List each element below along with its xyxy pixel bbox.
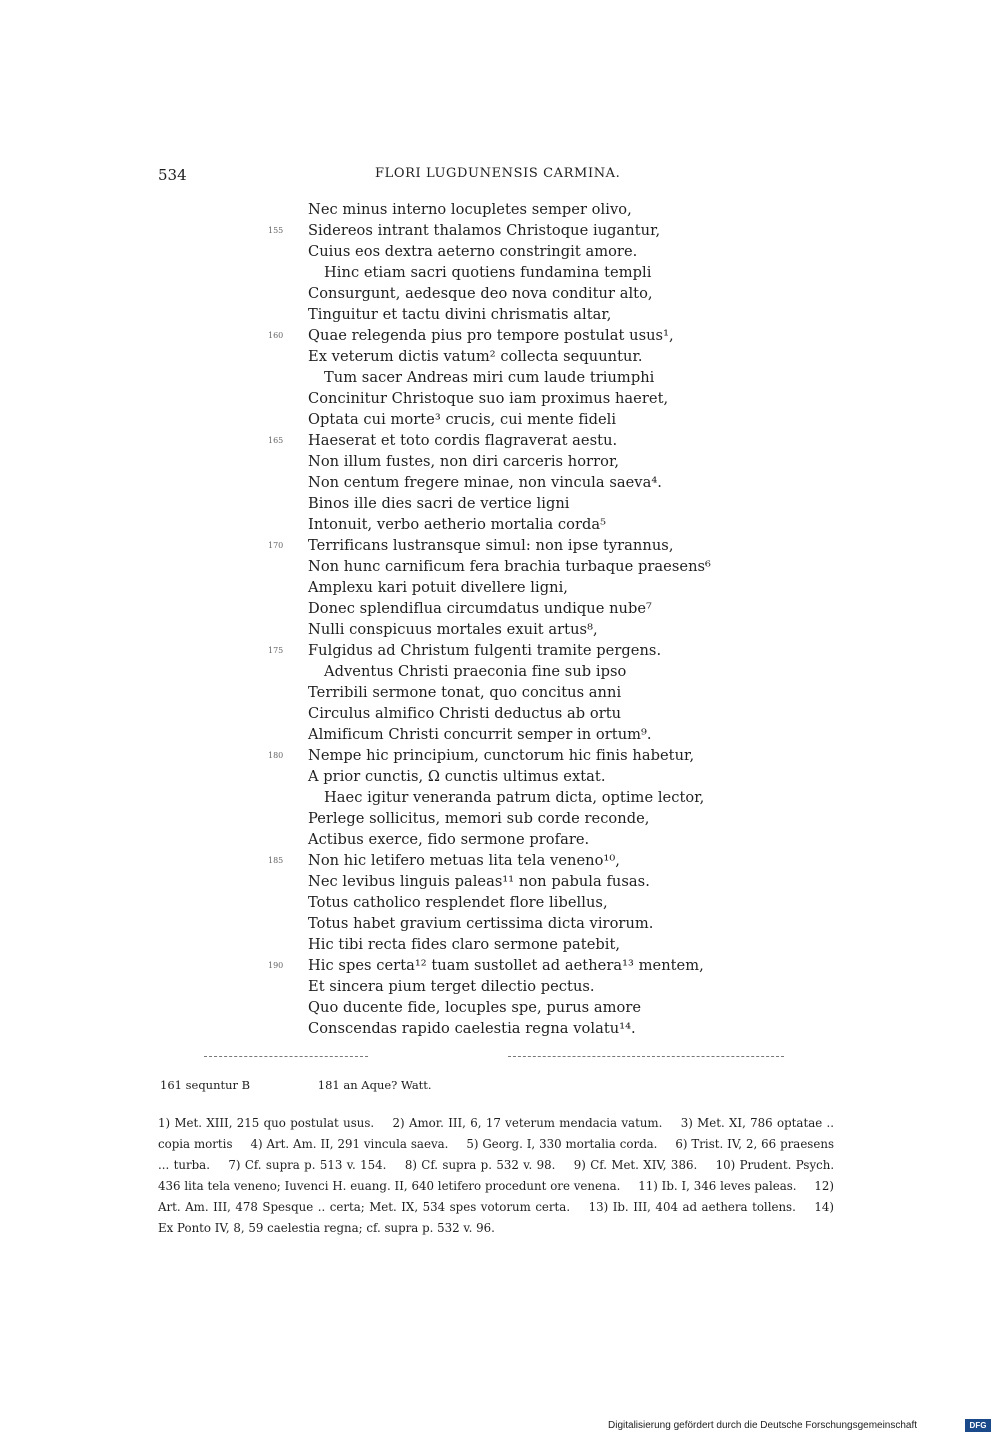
verse-line [0, 305, 1000, 326]
verse-line [0, 410, 1000, 431]
verse-text: Conscendas rapido caelestia regna volatu¹⁴. [308, 1020, 636, 1037]
footnote: 6) Trist. IV, 2, 66 praesens ... turba. [158, 1137, 834, 1172]
footnote: 1) Met. XIII, 215 quo postulat usus. [158, 1116, 375, 1130]
verse-text: Totus habet gravium certissima dicta virorum. [308, 915, 654, 932]
verse-text: Adventus Christi praeconia fine sub ipso [324, 663, 627, 680]
line-number: 155 [268, 226, 284, 235]
verse-text: Quae relegenda pius pro tempore postulat usus¹, [308, 327, 674, 344]
verse-text: Donec splendiflua circumdatus undique nube⁷ [308, 600, 652, 617]
verse-text: Quo ducente fide, locuples spe, purus amore [308, 999, 642, 1016]
verse-text: Non hunc carnificum fera brachia turbaque praesens⁶ [308, 558, 711, 575]
verse-line [0, 263, 1000, 284]
verse-line [0, 956, 1000, 977]
verse-line [0, 725, 1000, 746]
verse-block [0, 200, 1000, 1040]
verse-line [0, 746, 1000, 767]
verse-line [0, 662, 1000, 683]
verse-line [0, 347, 1000, 368]
dfg-credit: Digitalisierung gefördert durch die Deutsche Forschungsgemeinschaft [608, 1420, 918, 1431]
verse-line [0, 473, 1000, 494]
verse-line [0, 326, 1000, 347]
verse-line [0, 494, 1000, 515]
verse-line [0, 242, 1000, 263]
verse-line [0, 515, 1000, 536]
verse-text: Haeserat et toto cordis flagraverat aestu. [308, 432, 618, 449]
footnote: 5) Georg. I, 330 mortalia corda. [466, 1137, 658, 1151]
verse-line [0, 200, 1000, 221]
verse-line [0, 368, 1000, 389]
line-number: 190 [268, 961, 284, 970]
verse-text: Concinitur Christoque suo iam proximus haeret, [308, 390, 669, 407]
dfg-logo: DFG [965, 1419, 991, 1432]
verse-text: Nulli conspicuus mortales exuit artus⁸, [308, 621, 598, 638]
verse-text: Consurgunt, aedesque deo nova conditur alto, [308, 285, 653, 302]
verse-text: Totus catholico resplendet flore libellus, [308, 894, 608, 911]
verse-text: Hic tibi recta fides claro sermone patebit, [308, 936, 621, 953]
footnote: 9) Cf. Met. XIV, 386. [573, 1158, 698, 1172]
verse-line [0, 599, 1000, 620]
verse-line [0, 935, 1000, 956]
line-number: 180 [268, 751, 284, 760]
critical-note: 161 sequntur B [160, 1078, 251, 1092]
verse-text: Nec minus interno locupletes semper olivo, [308, 201, 632, 218]
verse-line [0, 872, 1000, 893]
verse-text: Almificum Christi concurrit semper in ortum⁹. [308, 726, 652, 743]
footnote: 4) Art. Am. II, 291 vincula saeva. [250, 1137, 449, 1151]
verse-line [0, 788, 1000, 809]
verse-text: Perlege sollicitus, memori sub corde reconde, [308, 810, 650, 827]
verse-text: Ex veterum dictis vatum² collecta sequuntur. [308, 348, 643, 365]
verse-text: Sidereos intrant thalamos Christoque iugantur, [308, 222, 661, 239]
footnote: 14) Ex Ponto IV, 8, 59 caelestia regna; cf. supra p. 532 v. 96. [158, 1200, 834, 1235]
verse-text: Binos ille dies sacri de vertice ligni [308, 495, 570, 512]
footnote: 7) Cf. supra p. 513 v. 154. [228, 1158, 387, 1172]
verse-line [0, 1019, 1000, 1040]
footnote: 8) Cf. supra p. 532 v. 98. [404, 1158, 556, 1172]
footnote: 10) Prudent. Psych. 436 lita tela veneno; Iuvenci H. euang. II, 640 letifero procedunt ore venena. [158, 1158, 835, 1193]
line-number: 170 [268, 541, 284, 550]
verse-text: Nempe hic principium, cunctorum hic finis habetur, [308, 747, 695, 764]
verse-line [0, 977, 1000, 998]
footnote: 12) Art. Am. III, 478 Spesque .. certa; Met. IX, 534 spes votorum certa. [158, 1179, 835, 1214]
verse-text: Terribili sermone tonat, quo concitus anni [308, 684, 622, 701]
verse-line [0, 830, 1000, 851]
line-number: 185 [268, 856, 284, 865]
verse-text: Tum sacer Andreas miri cum laude triumphi [324, 369, 655, 386]
verse-line [0, 914, 1000, 935]
footnote: 2) Amor. III, 6, 17 veterum mendacia vatum. [392, 1116, 663, 1130]
verse-text: Nec levibus linguis paleas¹¹ non pabula fusas. [308, 873, 650, 890]
verse-line [0, 683, 1000, 704]
critical-note: 181 an Aque? Watt. [317, 1078, 432, 1092]
verse-line [0, 620, 1000, 641]
verse-line [0, 284, 1000, 305]
footnotes [158, 1113, 834, 1239]
verse-text: Non hic letifero metuas lita tela veneno¹⁰, [308, 852, 620, 869]
verse-text: Et sincera pium terget dilectio pectus. [308, 978, 595, 995]
separator-left [204, 1056, 368, 1057]
footnote: 13) Ib. III, 404 ad aethera tollens. [588, 1200, 796, 1214]
verse-text: Actibus exerce, fido sermone profare. [308, 831, 590, 848]
critical-apparatus [160, 1078, 496, 1092]
verse-line [0, 452, 1000, 473]
verse-text: Haec igitur veneranda patrum dicta, optime lector, [324, 789, 705, 806]
running-head: FLORI LUGDUNENSIS CARMINA. [375, 166, 621, 181]
verse-text: Terrificans lustransque simul: non ipse tyrannus, [308, 537, 674, 554]
line-number: 165 [268, 436, 284, 445]
verse-text: Cuius eos dextra aeterno constringit amore. [308, 243, 638, 260]
verse-line [0, 893, 1000, 914]
verse-line [0, 809, 1000, 830]
separator-right [508, 1056, 784, 1057]
verse-line [0, 221, 1000, 242]
verse-line [0, 431, 1000, 452]
verse-text: Fulgidus ad Christum fulgenti tramite pergens. [308, 642, 662, 659]
verse-line [0, 641, 1000, 662]
verse-line [0, 578, 1000, 599]
footnote: 3) Met. XI, 786 optatae .. copia mortis [158, 1116, 835, 1151]
verse-text: Hinc etiam sacri quotiens fundamina templi [324, 264, 652, 281]
verse-text: Optata cui morte³ crucis, cui mente fideli [308, 411, 617, 428]
verse-text: Non illum fustes, non diri carceris horror, [308, 453, 620, 470]
verse-text: Intonuit, verbo aetherio mortalia corda⁵ [308, 516, 607, 533]
line-number: 175 [268, 646, 284, 655]
verse-text: Tinguitur et tactu divini chrismatis altar, [308, 306, 612, 323]
verse-line [0, 998, 1000, 1019]
verse-line [0, 557, 1000, 578]
line-number: 160 [268, 331, 284, 340]
verse-text: Amplexu kari potuit divellere ligni, [308, 579, 568, 596]
verse-line [0, 536, 1000, 557]
footnote: 11) Ib. I, 346 leves paleas. [638, 1179, 797, 1193]
verse-text: A prior cunctis, Ω cunctis ultimus extat. [308, 768, 606, 785]
verse-text: Hic spes certa¹² tuam sustollet ad aethera¹³ mentem, [308, 957, 704, 974]
verse-line [0, 704, 1000, 725]
verse-text: Circulus almifico Christi deductus ab ortu [308, 705, 622, 722]
verse-text: Non centum fregere minae, non vincula saeva⁴. [308, 474, 662, 491]
verse-line [0, 851, 1000, 872]
verse-line [0, 767, 1000, 788]
page-number: 534 [158, 166, 187, 184]
verse-line [0, 389, 1000, 410]
